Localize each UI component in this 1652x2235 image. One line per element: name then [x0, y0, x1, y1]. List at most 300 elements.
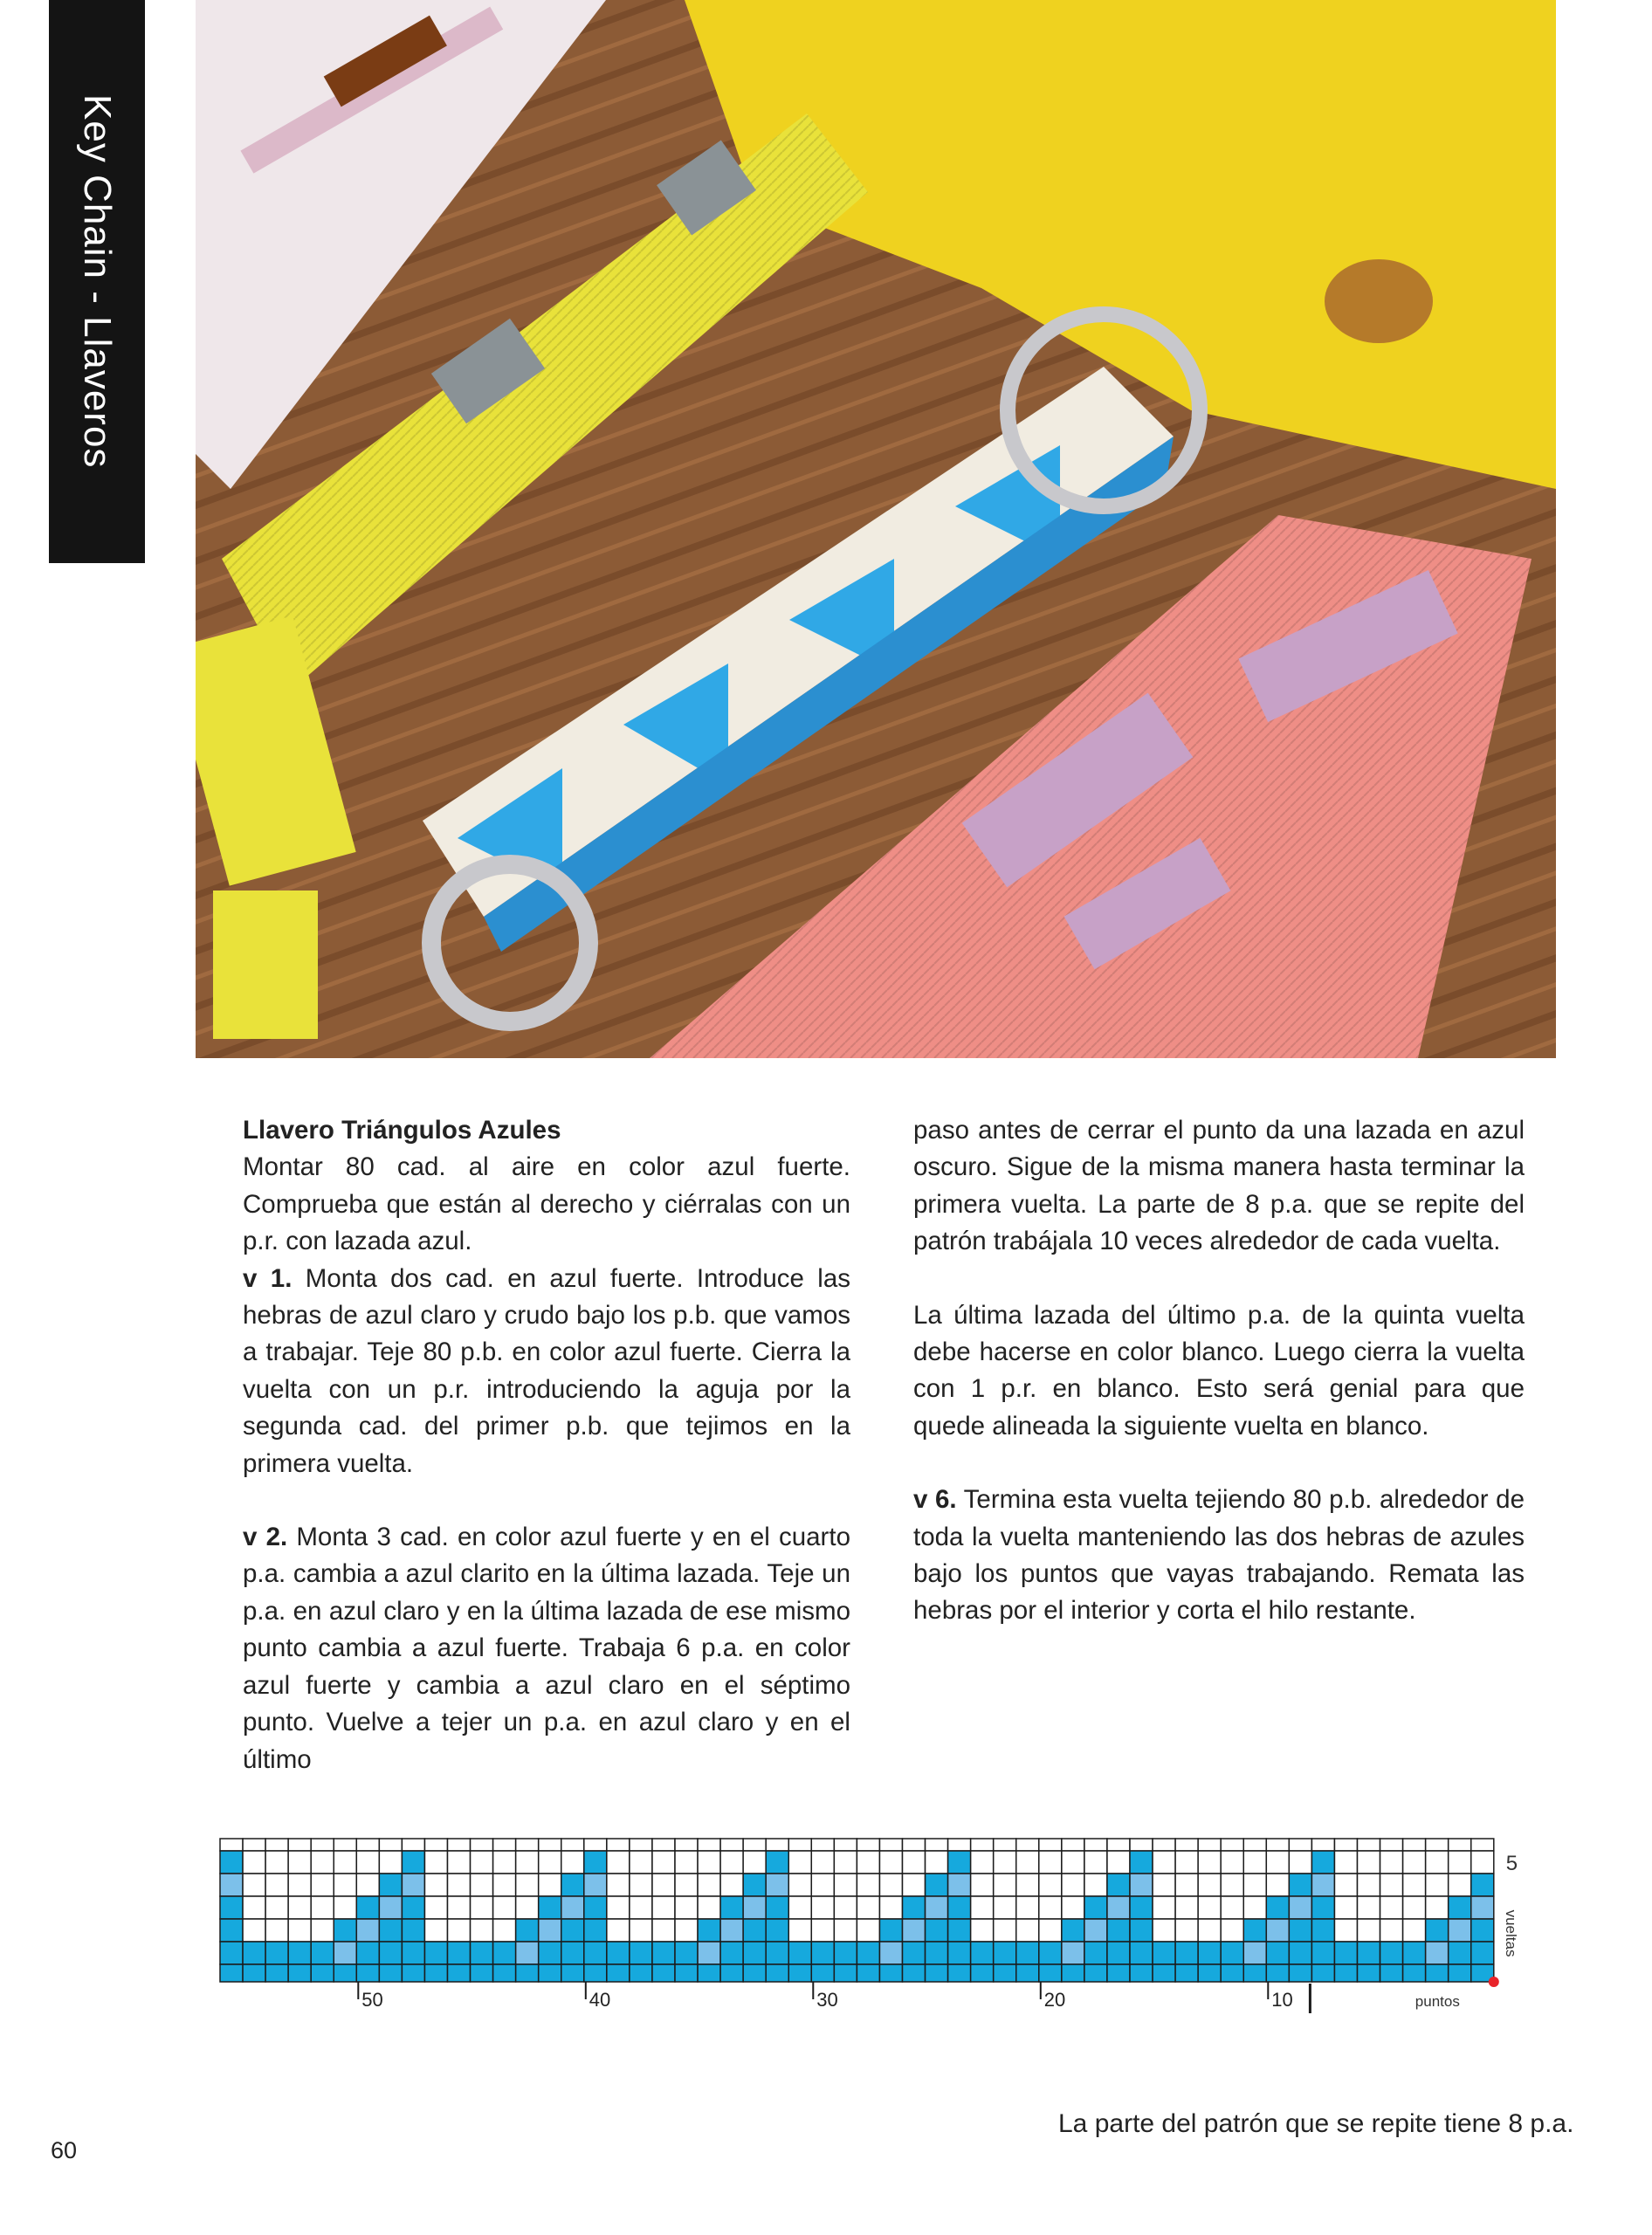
chart-cell — [311, 1919, 334, 1942]
chart-cell — [1153, 1942, 1175, 1964]
chart-cell — [1062, 1851, 1084, 1874]
chart-tick-label: 10 — [1271, 1989, 1293, 2011]
chart-cell — [584, 1919, 607, 1942]
chart-border-cell — [1062, 1839, 1084, 1851]
chart-border-cell — [220, 1839, 243, 1851]
chart-cell — [1175, 1874, 1198, 1896]
chart-cell — [698, 1874, 720, 1896]
chart-cell — [630, 1942, 652, 1964]
chart-base-cell — [402, 1964, 424, 1982]
chart-cell — [561, 1942, 584, 1964]
stitch-chart — [220, 1828, 1530, 2142]
chart-cell — [379, 1919, 402, 1942]
chart-cell — [698, 1919, 720, 1942]
chart-cell — [584, 1874, 607, 1896]
chart-cell — [243, 1896, 265, 1919]
chart-cell — [1016, 1942, 1039, 1964]
section-tab — [49, 0, 145, 563]
chart-cell — [675, 1942, 698, 1964]
chart-base-cell — [630, 1964, 652, 1982]
chart-cell — [743, 1896, 766, 1919]
chart-base-cell — [1107, 1964, 1130, 1982]
chart-cell — [948, 1942, 971, 1964]
chart-base-cell — [243, 1964, 265, 1982]
chart-base-cell — [971, 1964, 994, 1982]
chart-border-cell — [1471, 1839, 1494, 1851]
chart-cell — [1403, 1896, 1426, 1919]
chart-cell — [379, 1851, 402, 1874]
chart-border-cell — [243, 1839, 265, 1851]
chart-border-cell — [1403, 1839, 1426, 1851]
chart-border-cell — [926, 1839, 948, 1851]
chart-cell — [1449, 1896, 1471, 1919]
chart-base-cell — [834, 1964, 857, 1982]
chart-cell — [811, 1942, 834, 1964]
chart-cell — [561, 1896, 584, 1919]
chart-cell — [630, 1851, 652, 1874]
chart-cell — [1380, 1896, 1403, 1919]
chart-cell — [220, 1874, 243, 1896]
chart-cell — [1266, 1896, 1289, 1919]
chart-cell — [1266, 1851, 1289, 1874]
chart-cell — [720, 1919, 743, 1942]
chart-cell — [1334, 1874, 1357, 1896]
chart-border-cell — [1039, 1839, 1062, 1851]
chart-border-cell — [402, 1839, 424, 1851]
chart-cell — [493, 1896, 516, 1919]
chart-cell — [448, 1874, 471, 1896]
chart-cell — [971, 1874, 994, 1896]
round-2-label: v 2. — [243, 1523, 288, 1552]
chart-cell — [1153, 1874, 1175, 1896]
chart-base-cell — [584, 1964, 607, 1982]
chart-cell — [1062, 1942, 1084, 1964]
chart-cell — [1380, 1942, 1403, 1964]
chart-cell — [652, 1874, 675, 1896]
chart-border-cell — [1380, 1839, 1403, 1851]
chart-border-cell — [630, 1839, 652, 1851]
chart-cell — [516, 1942, 539, 1964]
chart-cell — [1449, 1874, 1471, 1896]
chart-cell — [1471, 1919, 1494, 1942]
chart-border-cell — [493, 1839, 516, 1851]
chart-cell — [311, 1942, 334, 1964]
chart-cell — [1016, 1851, 1039, 1874]
chart-cell — [334, 1942, 356, 1964]
chart-cell — [720, 1942, 743, 1964]
chart-base-cell — [1449, 1964, 1471, 1982]
chart-cell — [1153, 1896, 1175, 1919]
chart-cell — [424, 1919, 447, 1942]
chart-cell — [948, 1874, 971, 1896]
chart-cell — [788, 1942, 811, 1964]
chart-cell — [607, 1942, 630, 1964]
chart-cell — [448, 1942, 471, 1964]
chart-base-cell — [926, 1964, 948, 1982]
chart-cell — [926, 1896, 948, 1919]
chart-base-cell — [379, 1964, 402, 1982]
chart-cell — [424, 1942, 447, 1964]
chart-border-cell — [698, 1839, 720, 1851]
chart-border-cell — [1289, 1839, 1311, 1851]
chart-cell — [903, 1896, 926, 1919]
chart-cell — [1062, 1919, 1084, 1942]
chart-cell — [334, 1896, 356, 1919]
chart-cell — [971, 1851, 994, 1874]
chart-cell — [1039, 1874, 1062, 1896]
chart-cell — [1016, 1874, 1039, 1896]
chart-cell — [356, 1851, 379, 1874]
chart-cell — [1403, 1874, 1426, 1896]
chart-base-cell — [1039, 1964, 1062, 1982]
round-2-continued: paso antes de cerrar el punto da una lazada en azul oscuro. Sigue de la misma manera hasta terminar la primera vuelta. La parte de 8 p.a. que se repite del patrón trabájala 10 veces alrededor de cada vuelta. — [913, 1116, 1525, 1256]
chart-border-cell — [834, 1839, 857, 1851]
chart-border-cell — [356, 1839, 379, 1851]
chart-cell — [743, 1942, 766, 1964]
chart-cell — [379, 1896, 402, 1919]
chart-border-cell — [1084, 1839, 1107, 1851]
chart-cell — [675, 1896, 698, 1919]
chart-cell — [926, 1942, 948, 1964]
chart-cell — [516, 1896, 539, 1919]
chart-cell — [1084, 1874, 1107, 1896]
chart-cell — [834, 1919, 857, 1942]
chart-base-cell — [720, 1964, 743, 1982]
chart-cell — [402, 1942, 424, 1964]
chart-cell — [265, 1874, 288, 1896]
chart-base-cell — [994, 1964, 1016, 1982]
chart-base-cell — [561, 1964, 584, 1982]
chart-cell — [1198, 1851, 1221, 1874]
keychain-photo — [196, 0, 1556, 1058]
chart-base-cell — [1153, 1964, 1175, 1982]
chart-cell — [1403, 1919, 1426, 1942]
chart-cell — [811, 1851, 834, 1874]
chart-cell — [356, 1919, 379, 1942]
chart-cell — [766, 1874, 788, 1896]
chart-cell — [584, 1896, 607, 1919]
chart-cell — [220, 1851, 243, 1874]
chart-cell — [1243, 1919, 1266, 1942]
chart-cell — [1221, 1851, 1243, 1874]
chart-base-cell — [516, 1964, 539, 1982]
chart-cell — [1471, 1874, 1494, 1896]
chart-cell — [1016, 1919, 1039, 1942]
chart-border-cell — [720, 1839, 743, 1851]
article-column-right — [913, 1112, 1525, 1630]
chart-cell — [652, 1851, 675, 1874]
chart-cell — [1449, 1919, 1471, 1942]
chart-cell — [424, 1896, 447, 1919]
chart-cell — [1175, 1851, 1198, 1874]
chart-cell — [743, 1919, 766, 1942]
chart-base-cell — [1130, 1964, 1153, 1982]
chart-cell — [402, 1919, 424, 1942]
chart-cell — [1039, 1851, 1062, 1874]
chart-base-cell — [1266, 1964, 1289, 1982]
chart-cell — [493, 1874, 516, 1896]
chart-cell — [675, 1851, 698, 1874]
chart-tick-label: 40 — [589, 1989, 611, 2011]
chart-cell — [471, 1942, 493, 1964]
chart-cell — [448, 1896, 471, 1919]
chart-cell — [288, 1851, 311, 1874]
chart-cell — [288, 1919, 311, 1942]
chart-cell — [1107, 1942, 1130, 1964]
chart-cell — [1311, 1919, 1334, 1942]
chart-cell — [1471, 1942, 1494, 1964]
chart-cell — [1311, 1874, 1334, 1896]
chart-cell — [539, 1874, 561, 1896]
chart-cell — [471, 1851, 493, 1874]
chart-cell — [903, 1874, 926, 1896]
chart-cell — [561, 1919, 584, 1942]
chart-cell — [1175, 1919, 1198, 1942]
chart-border-cell — [1449, 1839, 1471, 1851]
chart-cell — [379, 1874, 402, 1896]
chart-cell — [766, 1896, 788, 1919]
chart-base-cell — [903, 1964, 926, 1982]
chart-base-cell — [1311, 1964, 1334, 1982]
chart-cell — [630, 1896, 652, 1919]
chart-cell — [994, 1874, 1016, 1896]
chart-cell — [1311, 1851, 1334, 1874]
chart-cell — [1380, 1851, 1403, 1874]
chart-cell — [607, 1919, 630, 1942]
chart-border-cell — [334, 1839, 356, 1851]
chart-cell — [607, 1896, 630, 1919]
chart-cell — [766, 1919, 788, 1942]
chart-cell — [1334, 1896, 1357, 1919]
chart-base-cell — [311, 1964, 334, 1982]
chart-border-cell — [675, 1839, 698, 1851]
chart-cell — [834, 1942, 857, 1964]
chart-cell — [834, 1851, 857, 1874]
chart-cell — [811, 1896, 834, 1919]
article-column-left — [243, 1112, 850, 1778]
chart-base-cell — [652, 1964, 675, 1982]
chart-base-cell — [1289, 1964, 1311, 1982]
chart-cell — [1062, 1896, 1084, 1919]
chart-base-cell — [1198, 1964, 1221, 1982]
chart-cell — [788, 1851, 811, 1874]
chart-cell — [994, 1851, 1016, 1874]
chart-cell — [539, 1919, 561, 1942]
chart-cell — [811, 1919, 834, 1942]
chart-cell — [948, 1896, 971, 1919]
chart-base-cell — [1358, 1964, 1380, 1982]
chart-cell — [1403, 1942, 1426, 1964]
chart-cell — [971, 1942, 994, 1964]
chart-cell — [1334, 1919, 1357, 1942]
chart-base-cell — [265, 1964, 288, 1982]
chart-cell — [448, 1919, 471, 1942]
chart-cell — [1358, 1942, 1380, 1964]
chart-base-cell — [539, 1964, 561, 1982]
chart-cell — [424, 1851, 447, 1874]
chart-cell — [766, 1851, 788, 1874]
chart-cell — [926, 1851, 948, 1874]
chart-border-cell — [1130, 1839, 1153, 1851]
chart-cell — [1426, 1851, 1449, 1874]
keychain-illustration — [196, 0, 1556, 1058]
chart-base-cell — [857, 1964, 879, 1982]
chart-cell — [1107, 1896, 1130, 1919]
chart-border-cell — [471, 1839, 493, 1851]
chart-cell — [857, 1874, 879, 1896]
chart-base-cell — [288, 1964, 311, 1982]
chart-cell — [834, 1896, 857, 1919]
chart-cell — [1449, 1942, 1471, 1964]
chart-border-cell — [1266, 1839, 1289, 1851]
round-2-text: Monta 3 cad. en color azul fuerte y en el cuarto p.a. cambia a azul clarito en la última lazada. Teje un p.a. en azul claro y en la última lazada de ese mismo punto cambia a azul fuerte. Trabaja 6 p.a. en color azul fuerte y cambia a azul claro en el séptimo punto. Vuelve a tejer un p.a. en azul claro y en el último — [243, 1523, 850, 1774]
chart-border-cell — [1221, 1839, 1243, 1851]
chart-cell — [652, 1942, 675, 1964]
chart-cell — [1358, 1896, 1380, 1919]
chart-cell — [720, 1874, 743, 1896]
chart-border-cell — [288, 1839, 311, 1851]
chart-cell — [720, 1851, 743, 1874]
chart-border-cell — [652, 1839, 675, 1851]
chart-base-cell — [1062, 1964, 1084, 1982]
chart-cell — [811, 1874, 834, 1896]
chart-border-cell — [879, 1839, 902, 1851]
round-1-text: Monta dos cad. en azul fuerte. Introduce las hebras de azul claro y crudo bajo los p.b. que vamos a trabajar. Teje 80 p.b. en color azul fuerte. Cierra la vuelta con un p.r. introduciendo la aguja por la segunda cad. del primer p.b. que tejimos en la primera vuelta. — [243, 1263, 850, 1478]
chart-base-cell — [811, 1964, 834, 1982]
chart-cell — [243, 1851, 265, 1874]
chart-cell — [1334, 1942, 1357, 1964]
chart-base-cell — [1221, 1964, 1243, 1982]
chart-cell — [1221, 1896, 1243, 1919]
chart-cell — [448, 1851, 471, 1874]
chart-cell — [561, 1874, 584, 1896]
chart-border-cell — [379, 1839, 402, 1851]
chart-cell — [288, 1942, 311, 1964]
chart-cell — [402, 1851, 424, 1874]
chart-border-cell — [857, 1839, 879, 1851]
chart-cell — [698, 1851, 720, 1874]
chart-cell — [516, 1851, 539, 1874]
chart-cell — [356, 1896, 379, 1919]
chart-cell — [471, 1919, 493, 1942]
chart-cell — [1334, 1851, 1357, 1874]
chart-cell — [926, 1874, 948, 1896]
chart-base-cell — [766, 1964, 788, 1982]
chart-border-cell — [1426, 1839, 1449, 1851]
chart-base-cell — [493, 1964, 516, 1982]
chart-border-cell — [607, 1839, 630, 1851]
chart-border-cell — [1016, 1839, 1039, 1851]
chart-cell — [311, 1874, 334, 1896]
chart-border-cell — [1243, 1839, 1266, 1851]
chart-cell — [607, 1851, 630, 1874]
chart-cell — [1039, 1896, 1062, 1919]
chart-cell — [1198, 1896, 1221, 1919]
chart-cell — [788, 1919, 811, 1942]
chart-base-cell — [788, 1964, 811, 1982]
chart-cell — [857, 1942, 879, 1964]
chart-row-label: 5 — [1505, 1852, 1518, 1875]
chart-cell — [652, 1896, 675, 1919]
chart-cell — [1426, 1896, 1449, 1919]
chart-cell — [539, 1896, 561, 1919]
chart-cell — [1153, 1919, 1175, 1942]
chart-border-cell — [1334, 1839, 1357, 1851]
chart-cell — [879, 1896, 902, 1919]
chart-cell — [1243, 1874, 1266, 1896]
chart-cell — [311, 1851, 334, 1874]
chart-cell — [1221, 1942, 1243, 1964]
chart-cell — [220, 1942, 243, 1964]
chart-cell — [1358, 1874, 1380, 1896]
chart-cell — [698, 1942, 720, 1964]
chart-border-cell — [539, 1839, 561, 1851]
chart-base-cell — [424, 1964, 447, 1982]
chart-cell — [994, 1919, 1016, 1942]
chart-cell — [493, 1919, 516, 1942]
chart-base-cell — [743, 1964, 766, 1982]
chart-cell — [1198, 1919, 1221, 1942]
chart-cell — [879, 1919, 902, 1942]
chart-cell — [926, 1919, 948, 1942]
chart-cell — [1107, 1851, 1130, 1874]
chart-cell — [493, 1851, 516, 1874]
chart-border-cell — [743, 1839, 766, 1851]
chart-cell — [1380, 1919, 1403, 1942]
chart-base-cell — [1334, 1964, 1357, 1982]
chart-cell — [1130, 1874, 1153, 1896]
chart-cell — [1084, 1896, 1107, 1919]
chart-cell — [471, 1874, 493, 1896]
chart-cell — [1062, 1874, 1084, 1896]
stitch-chart-grid — [220, 1828, 1530, 2142]
chart-cell — [1175, 1942, 1198, 1964]
section-tab-label: Key Chain - Llaveros — [76, 94, 119, 469]
chart-cell — [994, 1896, 1016, 1919]
chart-cell — [1130, 1851, 1153, 1874]
chart-base-cell — [1175, 1964, 1198, 1982]
chart-border-cell — [1311, 1839, 1334, 1851]
chart-cell — [220, 1896, 243, 1919]
chart-cell — [698, 1896, 720, 1919]
chart-cell — [857, 1919, 879, 1942]
chart-cell — [1311, 1942, 1334, 1964]
chart-cell — [743, 1851, 766, 1874]
chart-cell — [334, 1919, 356, 1942]
chart-cell — [1084, 1942, 1107, 1964]
chart-cell — [1084, 1851, 1107, 1874]
chart-cell — [788, 1874, 811, 1896]
chart-cell — [265, 1919, 288, 1942]
chart-cell — [971, 1896, 994, 1919]
chart-cell — [220, 1919, 243, 1942]
chart-cell — [1084, 1919, 1107, 1942]
chart-caption: La parte del patrón que se repite tiene 8 p.a. — [1058, 2109, 1574, 2138]
chart-cell — [1426, 1919, 1449, 1942]
chart-cell — [948, 1851, 971, 1874]
round-5-text: La última lazada del último p.a. de la quinta vuelta debe hacerse en color blanco. Luego cierra la vuelta con 1 p.r. en blanco. Esto será genial para que quede alineada la siguiente vuelta en blanco. — [913, 1300, 1525, 1441]
chart-border-cell — [948, 1839, 971, 1851]
chart-start-dot — [1489, 1977, 1499, 1987]
chart-cell — [539, 1942, 561, 1964]
chart-cell — [720, 1896, 743, 1919]
chart-cell — [584, 1851, 607, 1874]
chart-base-cell — [471, 1964, 493, 1982]
chart-border-cell — [811, 1839, 834, 1851]
chart-border-cell — [766, 1839, 788, 1851]
article-title: Llavero Triángulos Azules — [243, 1116, 561, 1145]
chart-cell — [903, 1919, 926, 1942]
